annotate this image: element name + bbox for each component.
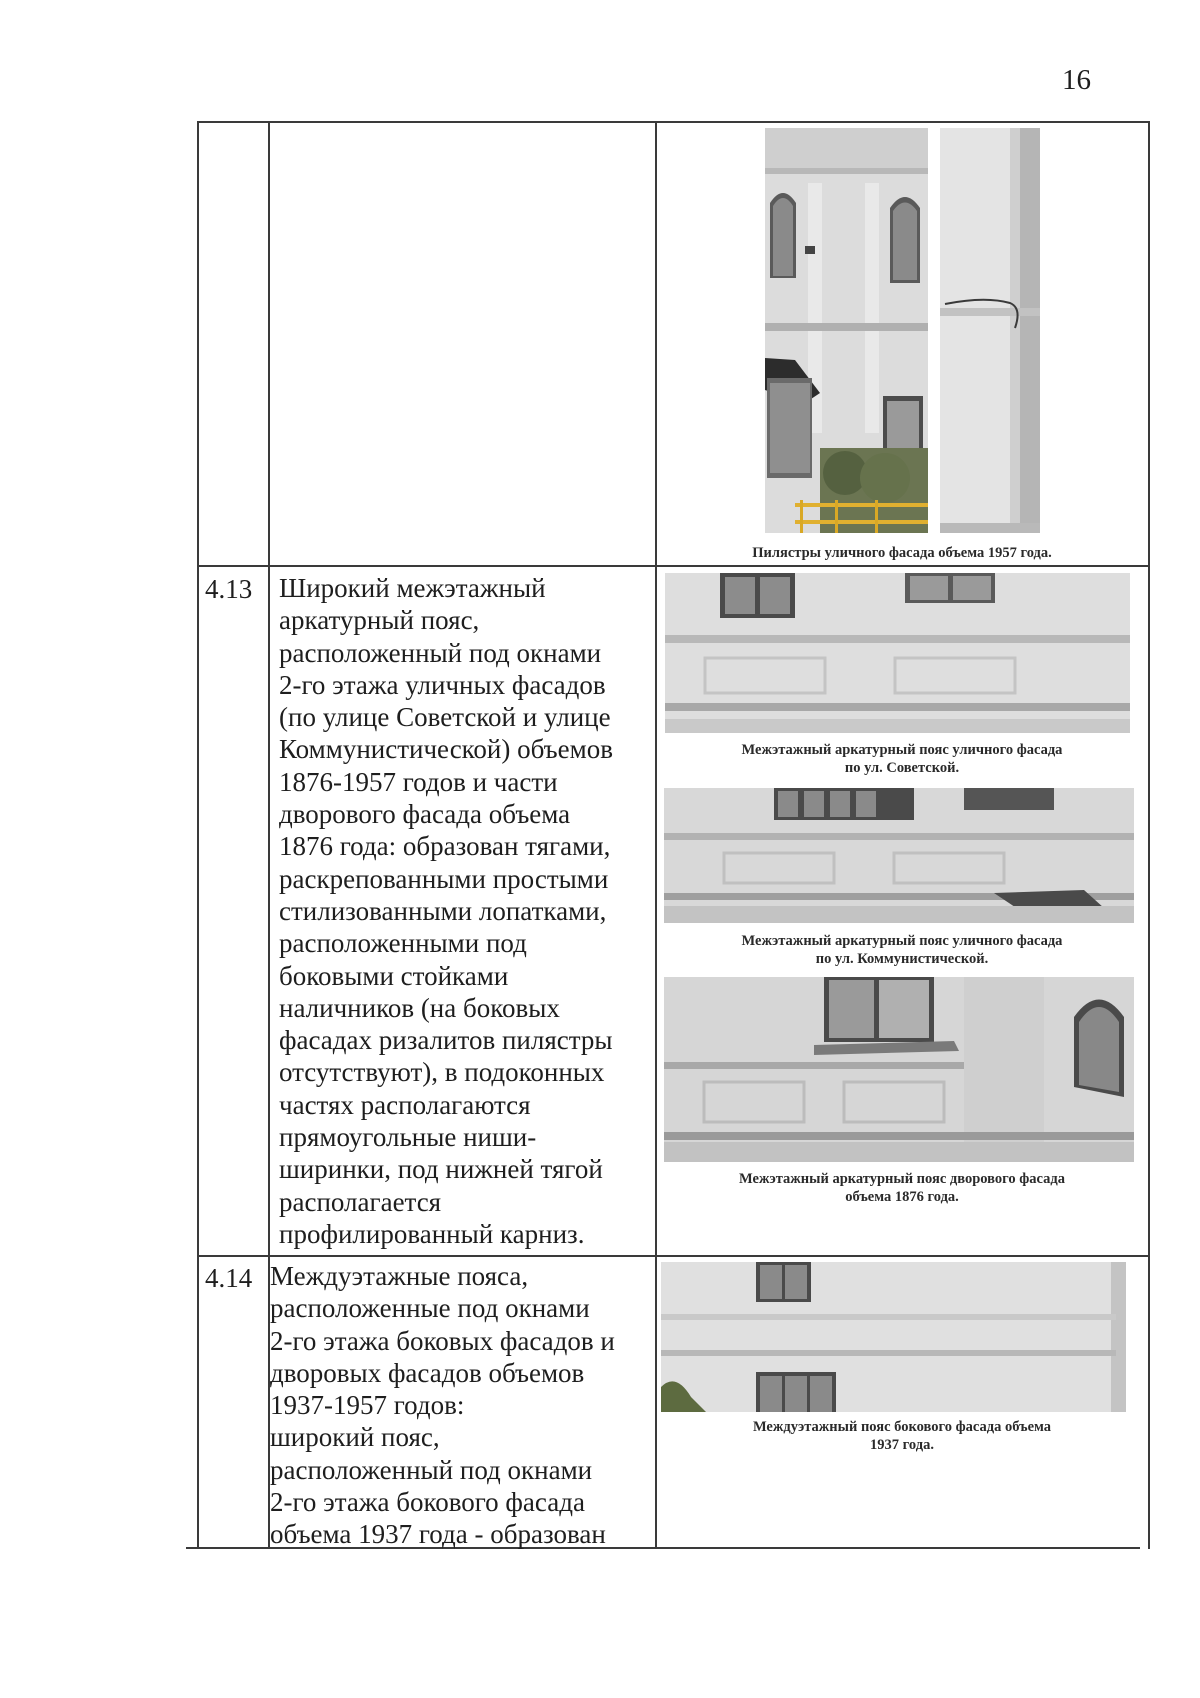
row-divider-4-13 — [198, 565, 1150, 567]
text-column-divider — [655, 121, 657, 1549]
row-text-4-13: Широкий межэтажный аркатурный пояс, расположенный под окнами 2-го этажа уличных фасадов (по улице Советской и улице Коммунистической) объемов 1876-1957 годов и части дворового фасада объема 1876 года: образован тягами, раскрепованными простыми стилизованными лопатками, расположенными под боковыми стойками наличников (на боковых фасадах ризалитов пилястры отсутствуют), в подоконных частях располагаются прямоугольные ниши- ширинки, под нижней тягой располагается профилированный карниз. — [279, 573, 613, 1249]
photo-side-facade-belt — [661, 1262, 1126, 1412]
photo-belt-sovetskaya — [665, 573, 1130, 733]
pilaster-photo-left — [765, 128, 928, 533]
row-text-4-14: Междуэтажные пояса, расположенные под окнами 2-го этажа боковых фасадов и дворовых фасадов объемов 1937-1957 годов: широкий пояс, расположенный под окнами 2-го этажа бокового фасада объема 1937 года - образован — [270, 1261, 615, 1550]
table-right-border — [1148, 121, 1150, 1549]
photo-belt-courtyard — [664, 977, 1134, 1162]
page-number: 16 — [1062, 64, 1091, 96]
caption-belt-courtyard: Межэтажный аркатурный пояс дворового фасада объема 1876 года. — [739, 1171, 1065, 1205]
table-left-border — [197, 121, 199, 1549]
caption-side-facade-belt: Междуэтажный пояс бокового фасада объема 1937 года. — [752, 1419, 1052, 1453]
pilaster-photo-right — [940, 128, 1040, 533]
caption-belt-sovetskaya: Межэтажный аркатурный пояс уличного фасада по ул. Советской. — [741, 742, 1063, 776]
table-top-border — [198, 121, 1150, 123]
row-number-4-13: 4.13 — [205, 574, 253, 604]
caption-pilasters: Пилястры уличного фасада объема 1957 года. — [752, 545, 1052, 561]
photo-belt-kommunisticheskaya — [664, 788, 1134, 923]
row-divider-4-14 — [198, 1255, 1150, 1257]
row-number-4-14: 4.14 — [205, 1263, 253, 1293]
caption-belt-kommunisticheskaya: Межэтажный аркатурный пояс уличного фасада по ул. Коммунистической. — [741, 933, 1063, 967]
